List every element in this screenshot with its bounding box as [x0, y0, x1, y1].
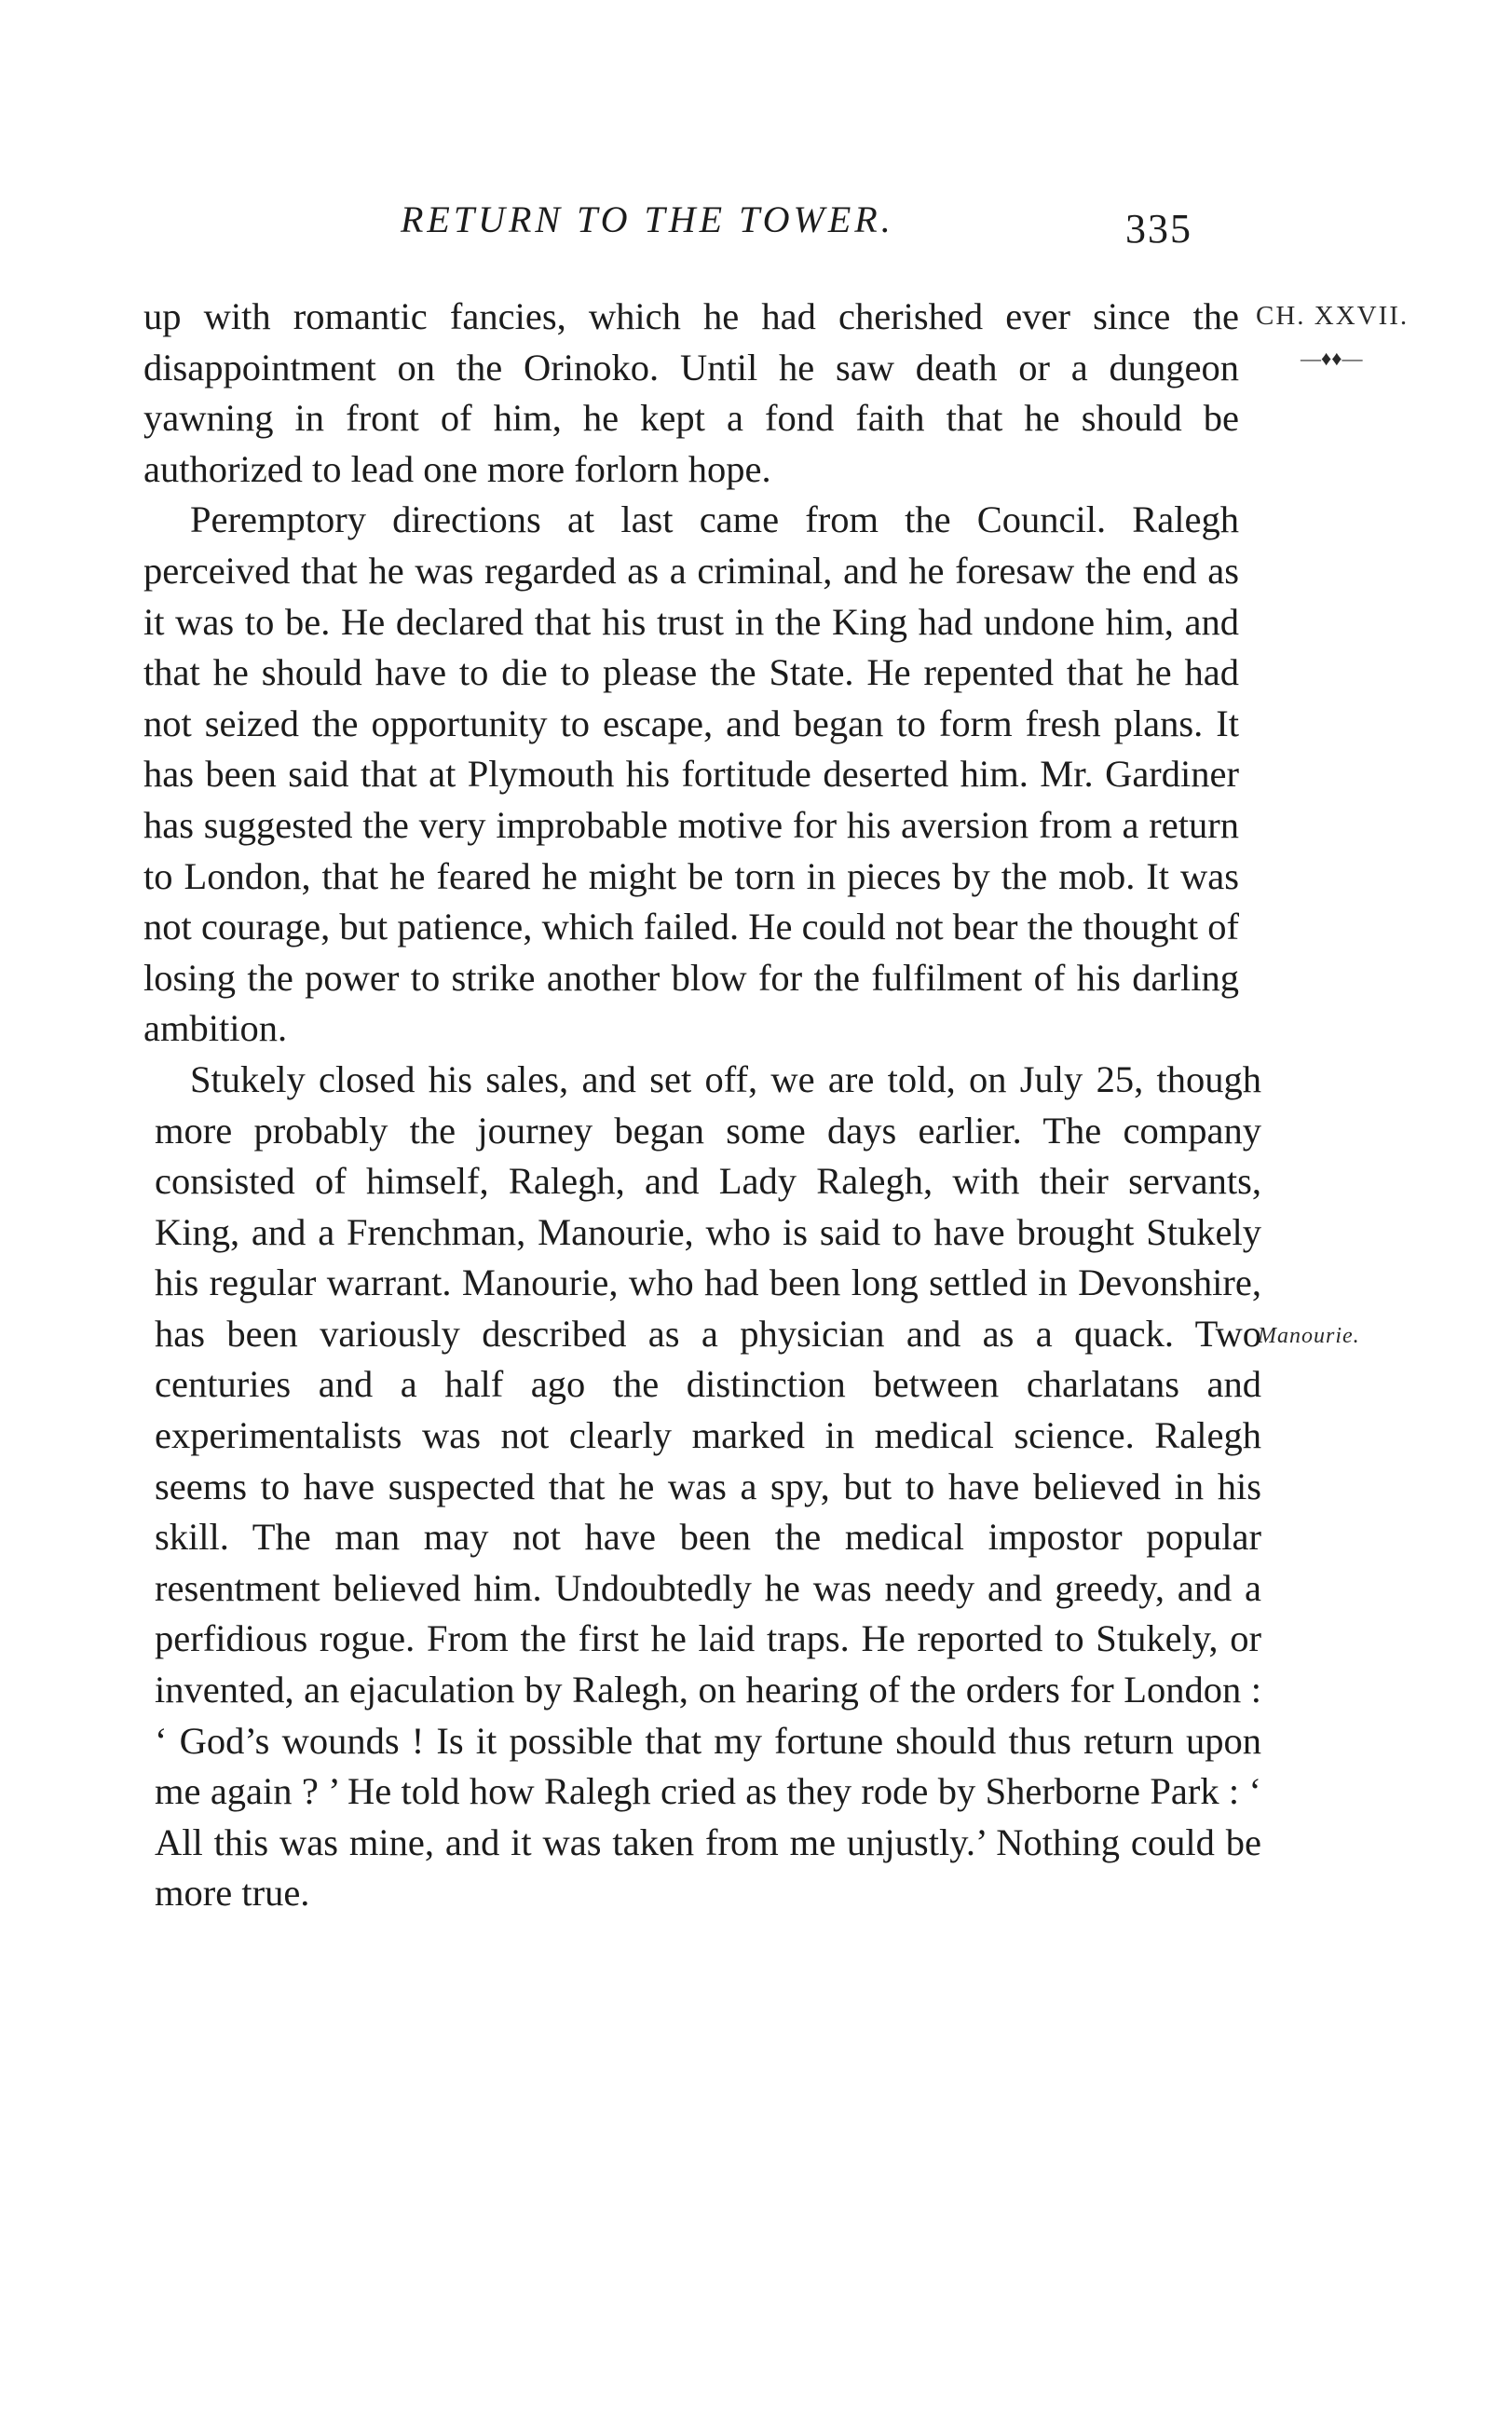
chapter-marginal-note: CH. XXVII. [1256, 301, 1410, 331]
paragraph-2: Peremptory directions at last came from the Council. Ralegh perceived that he was regarded as a criminal, and he foresaw the end as it was to be. He declared that his trust in the King had undone him, and that he should have to die to please the State. He repented that he had not seized the opportunity to escape, and began to form fresh plans. It has been said that at Plymouth his fortitude deserted him. Mr. Gardiner has suggested the very improbable motive for his aversion from a return to London, that he feared he might be torn in pieces by the mob. It was not courage, but patience, which failed. He could not bear the thought of losing the power to strike another blow for the fulfilment of his darling ambition. [143, 498, 1239, 1050]
running-title: RETURN TO THE TOWER. [401, 198, 894, 240]
body-text [143, 292, 1261, 1919]
ornament-divider: —♦♦— [1301, 347, 1363, 370]
running-head [140, 198, 1258, 253]
paragraph-1: up with romantic fancies, which he had cherished ever since the disappointment on the Orinoko. Until he saw death or a dungeon yawning in front of him, he kept a fond faith that he should be authorized to lead one more forlorn hope. [143, 295, 1239, 490]
page-number: 335 [1125, 206, 1192, 252]
paragraph-3: Stukely closed his sales, and set off, we are told, on July 25, though more probably the journey began some days earlier. The company consisted of himself, Ralegh, and Lady Ralegh, with their servants, King, and a Frenchman, Manourie, who is said to have brought Stukely his regular warrant. Manourie, who had been long settled in Devonshire, has been variously described as a physician and as a quack. Two centuries and a half ago the distinction between charlatans and experimentalists was not clearly marked in medical science. Ralegh seems to have suspected that he was a spy, but to have believed in his skill. The man may not have been the medical impostor popular resentment believed him. Undoubtedly he was needy and greedy, and a perfidious rogue. From the first he laid traps. He reported to Stukely, or invented, an ejaculation by Ralegh, on hearing of the orders for London : ‘ God’s wounds ! Is it possible that my fortune should thus return upon me again ? ’ He told how Ralegh cried as they rode by Sherborne Park : ‘ All this was mine, and it was taken from me unjustly.’ Nothing could be more true. [155, 1057, 1261, 1915]
marginal-sidenote: Manourie. [1258, 1324, 1360, 1348]
